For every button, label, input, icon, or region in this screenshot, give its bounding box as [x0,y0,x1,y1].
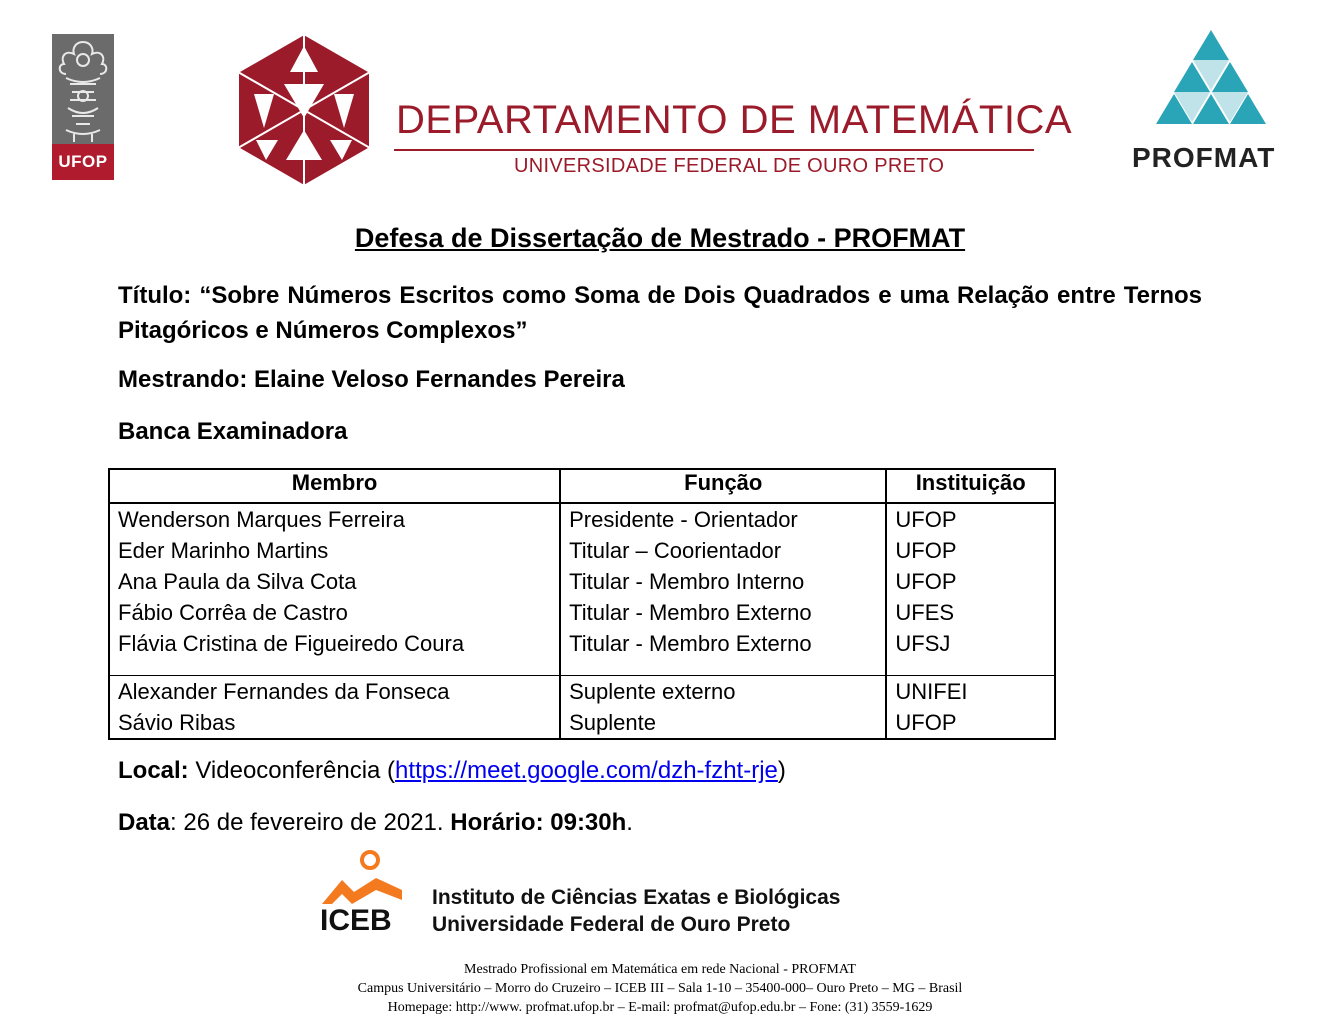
table-header-row [109,469,1055,503]
table-row [109,597,1055,628]
location-line: Local: Videoconferência (https://meet.google.com/dzh-fzht-rje) [118,757,786,784]
ufop-logo [52,34,114,180]
table-row [109,675,1055,707]
dept-subtitle: UNIVERSIDADE FEDERAL DE OURO PRETO [514,155,945,177]
dept-logo [214,28,1073,192]
ufop-logo-label: UFOP [52,144,114,180]
committee-table [108,468,1056,740]
svg-text:ICEB: ICEB [320,904,392,934]
dissertation-title: Título: “Sobre Números Escritos como Soma de Dois Quadrados e uma Relação entre Ternos Pitagóricos e Números Complexos” [118,282,1202,344]
date-label: Data [118,809,171,836]
footer-line1: Mestrado Profissional em Matemática em rede Nacional - PROFMAT [464,962,856,977]
member-name: Wenderson Marques Ferreira [109,503,560,535]
time-label: Horário: 09:30h [450,809,627,836]
member-institution: UFOP [886,566,1055,597]
member-role: Suplente [560,707,886,739]
dept-divider [394,149,1034,151]
member-institution: UFOP [886,503,1055,535]
iceb-figure-icon [318,850,408,906]
column-header-funcao: Função [560,469,886,503]
member-name: Alexander Fernandes da Fonseca [109,675,560,707]
profmat-triangle-icon [1156,30,1266,126]
iceb-line2: Universidade Federal de Ouro Preto [432,913,791,936]
member-role: Suplente externo [560,675,886,707]
footer [0,960,1320,1017]
member-role: Titular - Membro Externo [560,597,886,628]
profmat-label: PROFMAT [1132,142,1276,173]
member-name: Ana Paula da Silva Cota [109,566,560,597]
iceb-logo-label [318,904,408,934]
member-role: Titular - Membro Externo [560,628,886,675]
table-row [109,628,1055,675]
date-line: Data: 26 de fevereiro de 2021. Horário: 09:30h. [118,809,633,836]
iceb-line1: Instituto de Ciências Exatas e Biológicas [432,886,841,909]
ufop-emblem-icon [52,34,114,144]
member-institution: UFES [886,597,1055,628]
committee-heading: Banca Examinadora [118,418,348,445]
member-role: Titular – Coorientador [560,535,886,566]
table-row [109,566,1055,597]
table-row [109,535,1055,566]
member-name: Flávia Cristina de Figueiredo Coura [109,628,560,675]
member-name: Fábio Corrêa de Castro [109,597,560,628]
member-name: Sávio Ribas [109,707,560,739]
footer-line2: Campus Universitário – Morro do Cruzeiro – ICEB III – Sala 1-10 – 35400-000– Ouro Preto – MG – Brasil [357,981,963,996]
footer-line3: Homepage: http://www. profmat.ufop.br – E-mail: profmat@ufop.edu.br – Fone: (31) 3559-1629 [387,1000,933,1015]
member-institution: UFSJ [886,628,1055,675]
location-label: Local: [118,757,189,784]
page-title: Defesa de Dissertação de Mestrado - PROFMAT [354,223,966,253]
icosahedron-icon [226,32,382,188]
profmat-logo [1130,30,1292,180]
column-header-instituicao: Instituição [886,469,1055,503]
dept-title: DEPARTAMENTO DE MATEMÁTICA [396,98,1073,142]
iceb-institute [432,884,840,938]
table-row [109,503,1055,535]
column-header-membro: Membro [109,469,560,503]
member-role: Presidente - Orientador [560,503,886,535]
member-institution: UFOP [886,535,1055,566]
member-name: Eder Marinho Martins [109,535,560,566]
student-name: Mestrando: Elaine Veloso Fernandes Pereira [118,366,625,393]
meet-link[interactable]: https://meet.google.com/dzh-fzht-rje [395,757,778,784]
table-row [109,707,1055,739]
member-institution: UNIFEI [886,675,1055,707]
member-role: Titular - Membro Interno [560,566,886,597]
iceb-logo [318,850,408,938]
member-institution: UFOP [886,707,1055,739]
